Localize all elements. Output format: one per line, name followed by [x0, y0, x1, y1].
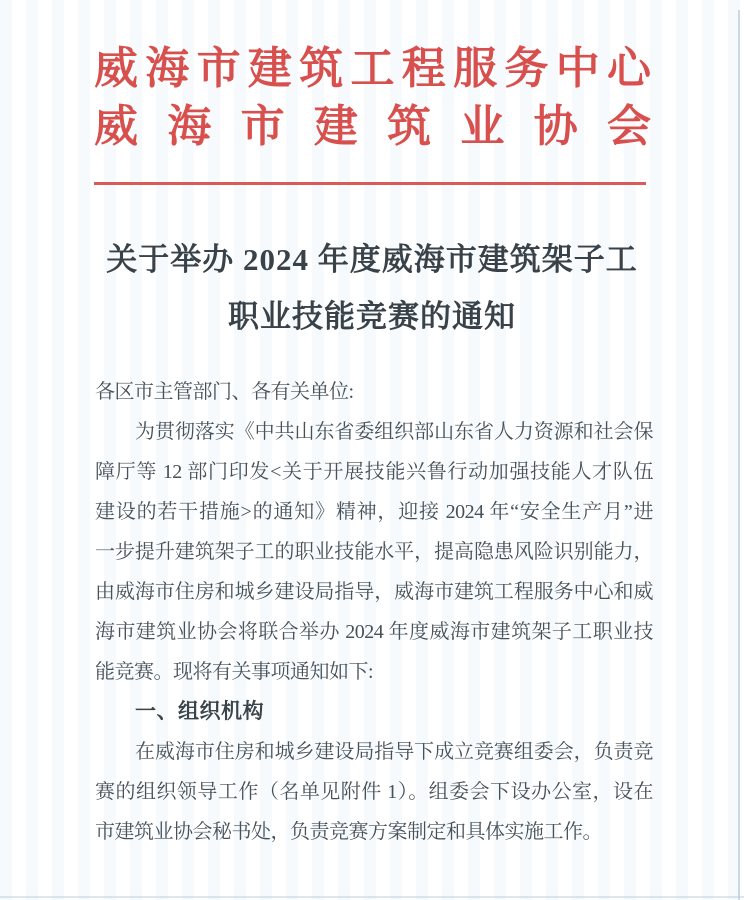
section-1-heading: 一、组织机构: [135, 700, 264, 723]
org-name-line-2: 威海市建筑业协会: [94, 102, 651, 151]
paragraph-2-line-3: 市建筑业协会秘书处，负责竞赛方案制定和具体实施工作。: [95, 821, 602, 843]
paragraph-2-line-2: 赛的组织领导工作（名单见附件 1）。组委会下设办公室，设在: [95, 781, 653, 803]
paragraph-1-line-1: 为贯彻落实《中共山东省委组织部山东省人力资源和社会保: [135, 421, 653, 443]
letterhead: [94, 40, 651, 185]
scan-page-edge-bottom: [0, 896, 744, 898]
paragraph-1-line-6: 海市建筑业协会将联合举办 2024 年度威海市建筑架子工职业技: [95, 621, 653, 643]
title-line-1: 关于举办 2024 年度威海市建筑架子工: [106, 242, 638, 277]
paragraph-1-line-7: 能竞赛。现将有关事项通知如下:: [95, 661, 374, 683]
document-body: [95, 372, 653, 852]
paragraph-2-line-1: 在威海市住房和城乡建设局指导下成立竞赛组委会，负责竞: [135, 741, 653, 763]
paragraph-1-line-5: 由威海市住房和城乡建设局指导，威海市建筑工程服务中心和威: [95, 581, 653, 603]
org-name-line-1: 威海市建筑工程服务中心: [94, 44, 651, 93]
title-line-2: 职业技能竞赛的通知: [228, 299, 516, 334]
document-title: [0, 238, 744, 339]
paragraph-1-line-2: 障厅等 12 部门印发<关于开展技能兴鲁行动加强技能人才队伍: [95, 461, 653, 483]
salutation-line: 各区市主管部门、各有关单位:: [95, 381, 354, 403]
scan-page-edge-right: [738, 10, 740, 900]
paragraph-1-line-4: 一步提升建筑架子工的职业技能水平，提高隐患风险识别能力，: [95, 541, 653, 563]
paragraph-1-line-3: 建设的若干措施>的通知》精神，迎接 2024 年“安全生产月”进: [95, 501, 653, 523]
letterhead-divider: [94, 182, 646, 185]
